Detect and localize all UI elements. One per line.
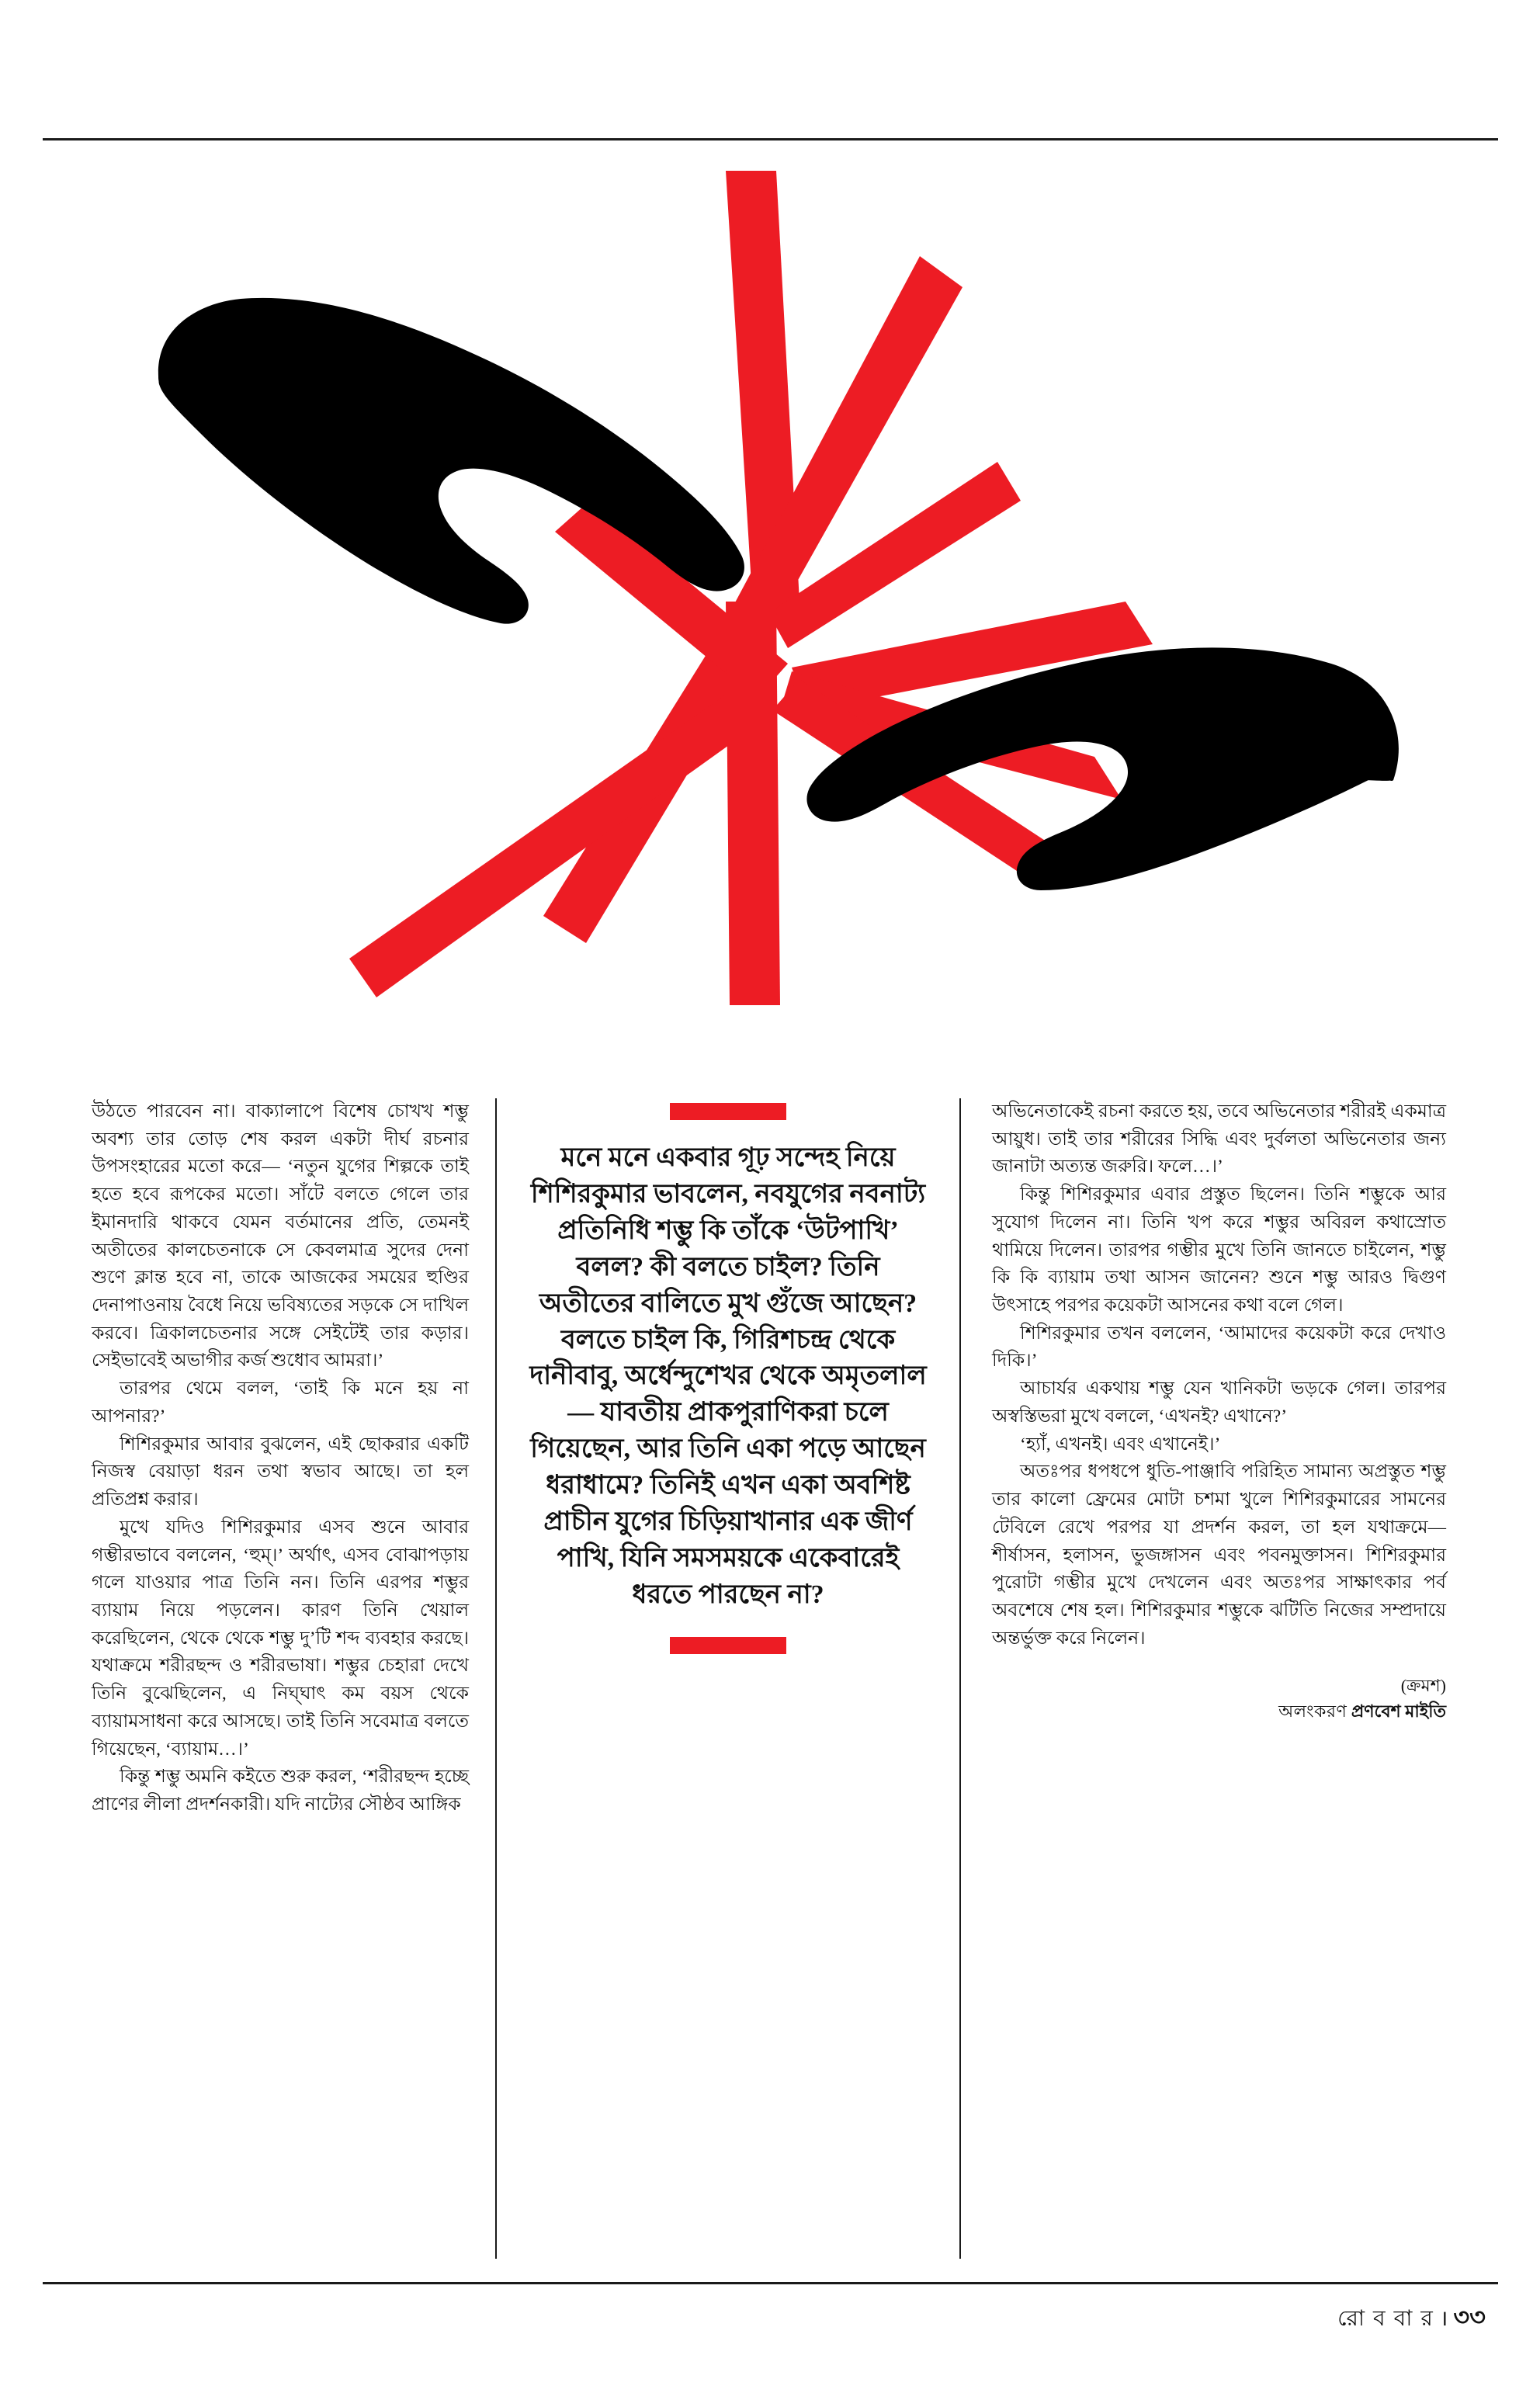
magazine-name: রো ব বা র <box>1337 2307 1434 2331</box>
pullquote-bottom-rule <box>670 1637 786 1654</box>
illustration-svg <box>43 167 1498 1083</box>
pull-quote-text <box>529 1140 927 1614</box>
paragraph: উঠতে পারবেন না। বাক্যালাপে বিশেষ চোখখ শম্ভু অবশ্য তার তোড় শেষ করল একটা দীর্ঘ রচনার উপসংহারের মতো করে— ‘নতুন যুগের শিল্পকে তাই হতে হবে রূপকের মতো। সাঁটে বলতে গেলে তার ইমানদারি থাকবে যেমন বর্তমানের প্রতি, তেমনই অতীতের কালচেতনাকে সে কেবলমাত্র সুদের দেনা শুণে ক্লান্ত হবে না, তাকে আজকের সময়ের হুণ্ডির দেনাপাওনায় বৈধে নিয়ে ভবিষ্যতের সড়কে সে দাখিল করবে। ত্রিকালচেতনার সঙ্গে সেইটেই তার কড়ার। সেইভাবেই অভাগীর কর্জ শুধোব আমরা।’ <box>92 1101 469 1372</box>
column-left <box>92 1098 495 2259</box>
pull-quote-paragraph: মনে মনে একবার গূঢ় সন্দেহ নিয়ে শিশিরকুমার ভাবলেন, নবযুগের নবনাট্য প্রতিনিধি শম্ভু কি তাঁকে ‘উটপাখি’ বলল? কী বলতে চাইল? তিনি অতীতের বালিতে মুখ গুঁজে আছেন? বলতে চাইল কি, গিরিশচন্দ্র থেকে দানীবাবু, অর্ধেন্দুশেখর থেকে অমৃতলাল— যাবতীয় প্রাকপুরাণিকরা চলে গিয়েছেন, আর তিনি একা পড়ে আছেন ধরাধামে? তিনিই এখন একা অবশিষ্ট প্রাচীন যুগের চিড়িয়াখানার এক জীর্ণ পাখি, যিনি সমসময়কে একেবারেই ধরতে পারছেন না? <box>529 1143 927 1609</box>
paragraph: অভিনেতাকেই রচনা করতে হয়, তবে অভিনেতার শরীরই একমাত্র আয়ুধ। তাই তার শরীরের সিদ্ধি এবং দুর্বলতা অভিনেতার জন্য জানাটা অত্যন্ত জরুরি। ফলে…।’ <box>992 1101 1446 1177</box>
footer-divider-rule <box>43 2282 1498 2284</box>
illustrator-name: প্রণবেশ মাইতি <box>1351 1701 1446 1722</box>
illustration-credit-label: অলংকরণ <box>1278 1701 1348 1722</box>
right-column-text <box>992 1098 1446 1653</box>
footer-separator: । <box>1439 2307 1448 2331</box>
top-divider-rule <box>43 138 1498 140</box>
paragraph: আচার্যর একথায় শম্ভু যেন খানিকটা ভড়কে গেল। তারপর অস্বস্তিভরা মুখে বললে, ‘এখনই? এখানে?’ <box>992 1379 1446 1427</box>
paragraph: ‘হ্যাঁ, এখনই। এবং এখানেই।’ <box>1020 1434 1221 1455</box>
article-columns <box>92 1098 1446 2259</box>
continued-note: (ক্রমশ) <box>1400 1676 1446 1696</box>
paragraph: কিন্তু শম্ভু অমনি কইতে শুরু করল, ‘শরীরছন্দ হচ্ছে প্রাণের লীলা প্রদর্শনকারী। যদি নাট্যের সৌষ্ঠব আঙ্গিক <box>92 1767 469 1815</box>
paragraph: শিশিরকুমার আবার বুঝলেন, এই ছোকরার একটি নিজস্ব বেয়াড়া ধরন তথা স্বভাব আছে। তা হল প্রতিপ্রশ্ন করার। <box>92 1434 469 1510</box>
left-column-text <box>92 1098 469 1819</box>
article-credits <box>992 1673 1446 1724</box>
column-middle-pullquote <box>495 1098 961 2259</box>
handshake-with-red-burst-illustration <box>43 167 1498 1083</box>
page-footer <box>1337 2298 1486 2339</box>
paragraph: কিন্তু শিশিরকুমার এবার প্রস্তুত ছিলেন। তিনি শম্ভুকে আর সুযোগ দিলেন না। তিনি খপ করে শম্ভুর অবিরল কথাস্রোত থামিয়ে দিলেন। তারপর গম্ভীর মুখে তিনি জানতে চাইলেন, শম্ভু কি কি ব্যায়াম তথা আসন জানেন? শুনে শম্ভু আরও দ্বিগুণ উৎসাহে পরপর কয়েকটা আসনের কথা বলে গেল। <box>992 1184 1446 1316</box>
paragraph: তারপর থেমে বলল, ‘তাই কি মনে হয় না আপনার?’ <box>92 1379 469 1427</box>
pullquote-top-rule <box>670 1103 786 1120</box>
paragraph: মুখে যদিও শিশিরকুমার এসব শুনে আবার গম্ভীরভাবে বললেন, ‘হুম্‌।’ অর্থাৎ, এসব বোঝাপড়ায় গলে যাওয়ার পাত্র তিনি নন। তিনি এরপর শম্ভুর ব্যায়াম নিয়ে পড়লেন। কারণ তিনি খেয়াল করেছিলেন, থেকে থেকে শম্ভু দু’টি শব্দ ব্যবহার করছে। যথাক্রমে শরীরছন্দ ও শরীরভাষা। শম্ভুর চেহারা দেখে তিনি বুঝেছিলেন, এ নিঘ্‌ঘাৎ কম বয়স থেকে ব্যায়ামসাধনা করে আসছে। তাই তিনি সবেমাত্র বলতে গিয়েছেন, ‘ব্যায়াম…।’ <box>92 1517 469 1760</box>
paragraph: অতঃপর ধপধপে ধুতি-পাঞ্জাবি পরিহিত সামান্য অপ্রস্তুত শম্ভু তার কালো ফ্রেমের মোটা চশমা খুলে শিশিরকুমারের সামনের টেবিলে রেখে পরপর যা প্রদর্শন করল, তা হল যথাক্রমে— শীর্ষাসন, হলাসন, ভুজঙ্গাসন এবং পবনমুক্তাসন। শিশিরকুমার পুরোটা গম্ভীর মুখে দেখলেন এবং অতঃপর সাক্ষাৎকার পর্ব অবশেষে শেষ হল। শিশিরকুমার শম্ভুকে ঝটিতি নিজের সম্প্রদায়ে অন্তর্ভুক্ত করে নিলেন। <box>992 1462 1446 1649</box>
paragraph: শিশিরকুমার তখন বললেন, ‘আমাদের কয়েকটা করে দেখাও দিকি।’ <box>992 1323 1446 1372</box>
page-number: ৩৩ <box>1453 2303 1486 2331</box>
column-right <box>961 1098 1446 2259</box>
illustration-credit <box>992 1698 1446 1724</box>
